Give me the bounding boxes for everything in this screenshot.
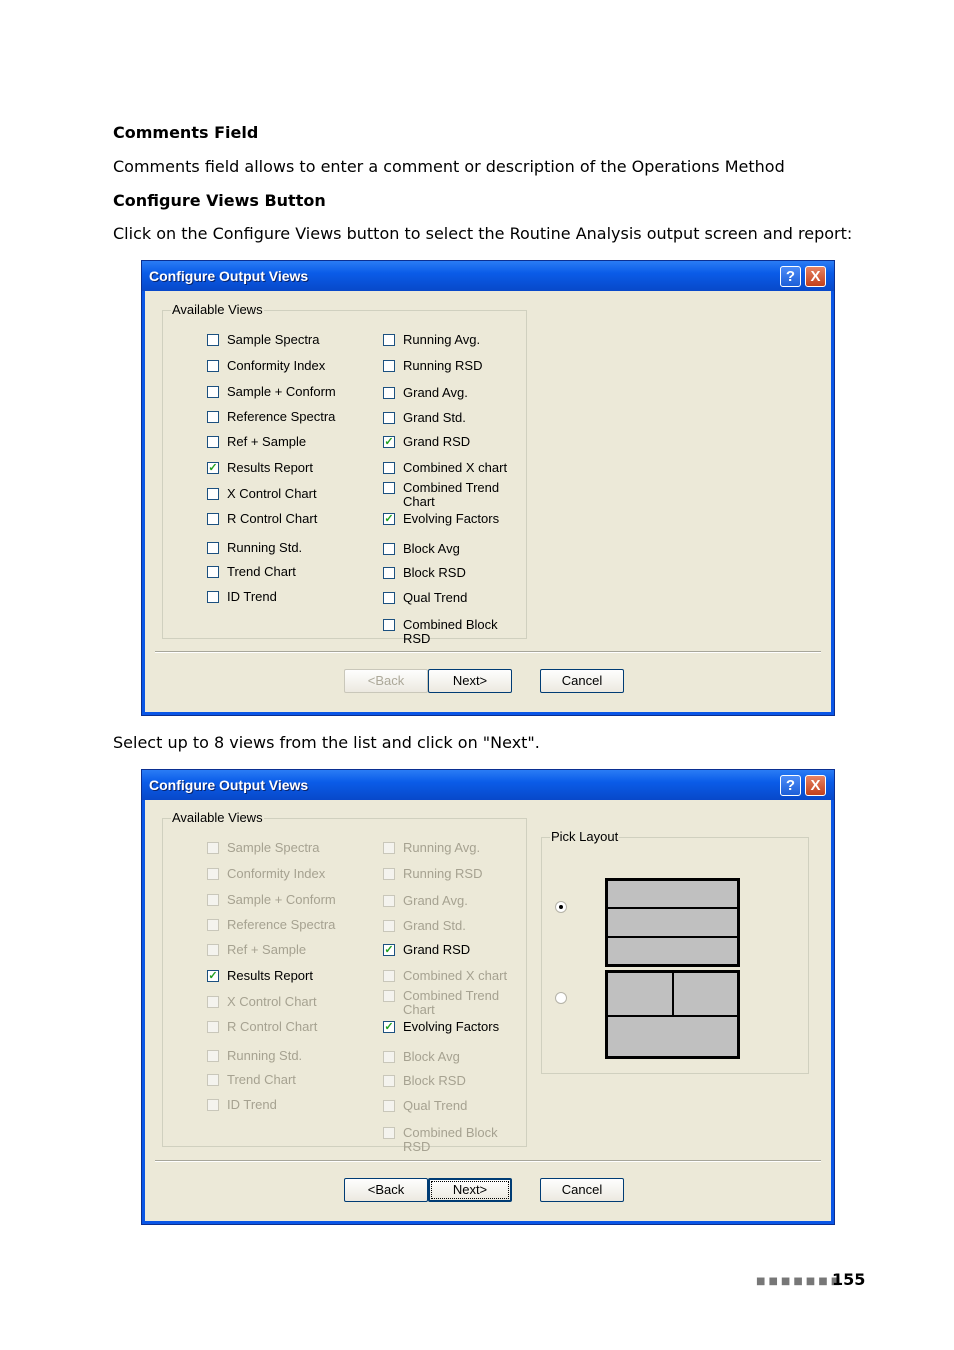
view-checkbox-label: Results Report bbox=[227, 968, 313, 983]
checkbox-icon bbox=[207, 842, 219, 854]
view-checkbox-label: Ref + Sample bbox=[227, 434, 307, 449]
cancel-button[interactable]: Cancel bbox=[540, 669, 624, 693]
view-checkbox bbox=[383, 1074, 466, 1088]
layout-radio-grid[interactable] bbox=[555, 992, 567, 1004]
available-views-group bbox=[162, 810, 527, 1154]
layout-preview-three-rows[interactable] bbox=[605, 878, 740, 967]
layout-pane bbox=[608, 973, 674, 1017]
layout-pane bbox=[608, 909, 737, 938]
checkbox-icon bbox=[207, 919, 219, 931]
checkbox-checked-icon: ✓ bbox=[384, 944, 394, 956]
view-checkbox-label: Combined Trend Chart bbox=[403, 988, 500, 1017]
help-button[interactable] bbox=[780, 266, 801, 287]
view-checkbox[interactable] bbox=[207, 512, 317, 526]
close-icon: X bbox=[810, 268, 821, 285]
checkbox-icon bbox=[383, 462, 395, 474]
pick-layout-group bbox=[541, 829, 809, 1074]
view-checkbox-label: Qual Trend bbox=[403, 590, 468, 605]
checkbox-icon bbox=[383, 412, 395, 424]
checkbox-icon bbox=[383, 990, 395, 1002]
view-checkbox-label: Block Avg bbox=[403, 1049, 460, 1064]
checkbox-icon bbox=[207, 488, 219, 500]
view-checkbox-label: Sample + Conform bbox=[227, 892, 336, 907]
heading-configure-views: Configure Views Button bbox=[113, 191, 326, 210]
checkbox-icon bbox=[207, 386, 219, 398]
view-checkbox-label: Evolving Factors bbox=[403, 511, 500, 526]
view-checkbox-label: Reference Spectra bbox=[227, 409, 336, 424]
view-checkbox bbox=[207, 867, 325, 881]
view-checkbox[interactable] bbox=[207, 969, 313, 983]
view-checkbox bbox=[207, 1020, 317, 1034]
heading-comments-field: Comments Field bbox=[113, 123, 259, 142]
checkbox-icon bbox=[207, 1099, 219, 1111]
view-checkbox-label: ID Trend bbox=[227, 1097, 277, 1112]
checkbox-icon bbox=[207, 542, 219, 554]
back-button[interactable]: <Back bbox=[344, 1178, 428, 1202]
checkbox-checked-icon: ✓ bbox=[384, 436, 394, 448]
checkbox-icon bbox=[207, 334, 219, 346]
view-checkbox bbox=[207, 918, 335, 932]
checkbox-icon bbox=[383, 1075, 395, 1087]
view-checkbox-label: Combined Trend Chart bbox=[403, 480, 500, 509]
layout-preview-grid[interactable] bbox=[605, 970, 740, 1059]
layout-pane bbox=[608, 1017, 737, 1056]
view-checkbox bbox=[383, 1099, 467, 1113]
checkbox-icon bbox=[207, 1021, 219, 1033]
view-checkbox bbox=[207, 1073, 296, 1087]
configure-output-views-dialog-2 bbox=[141, 769, 835, 1225]
view-checkbox-label: R Control Chart bbox=[227, 511, 318, 526]
checkbox-icon bbox=[207, 513, 219, 525]
view-checkbox-label: R Control Chart bbox=[227, 1019, 318, 1034]
checkbox-icon bbox=[207, 944, 219, 956]
view-checkbox-label: Combined X chart bbox=[403, 968, 508, 983]
view-checkbox-label: Conformity Index bbox=[227, 358, 326, 373]
checkbox-icon bbox=[207, 868, 219, 880]
view-checkbox-label: Grand RSD bbox=[403, 942, 471, 957]
page-number: 155 bbox=[832, 1270, 866, 1289]
view-checkbox[interactable] bbox=[207, 359, 325, 373]
view-checkbox-label: Block RSD bbox=[403, 1073, 466, 1088]
checkbox-icon bbox=[207, 996, 219, 1008]
checkbox-icon bbox=[207, 1050, 219, 1062]
next-button[interactable]: Next> bbox=[428, 1178, 512, 1202]
view-checkbox[interactable] bbox=[383, 542, 460, 556]
view-checkbox-label: Grand Std. bbox=[403, 410, 466, 425]
view-checkbox[interactable] bbox=[383, 359, 483, 373]
view-checkbox bbox=[383, 989, 523, 1017]
view-checkbox-label: Sample Spectra bbox=[227, 840, 320, 855]
view-checkbox[interactable] bbox=[383, 943, 470, 957]
view-checkbox-label: Block Avg bbox=[403, 541, 460, 556]
dialog-title: Configure Output Views bbox=[149, 777, 309, 793]
view-checkbox-label: Results Report bbox=[227, 460, 313, 475]
view-checkbox bbox=[207, 841, 320, 855]
view-checkbox bbox=[207, 943, 306, 957]
view-checkbox-label: Running RSD bbox=[403, 866, 483, 881]
view-checkbox[interactable] bbox=[383, 333, 480, 347]
view-checkbox[interactable] bbox=[207, 541, 302, 555]
checkbox-icon bbox=[383, 387, 395, 399]
view-checkbox-label: Grand Std. bbox=[403, 918, 466, 933]
view-checkbox[interactable] bbox=[383, 618, 523, 646]
view-checkbox bbox=[383, 919, 466, 933]
view-checkbox bbox=[383, 894, 468, 908]
checkbox-icon bbox=[207, 436, 219, 448]
paragraph-select-views: Select up to 8 views from the list and click on "Next". bbox=[113, 733, 540, 752]
view-checkbox[interactable] bbox=[207, 487, 317, 501]
checkbox-icon bbox=[383, 360, 395, 372]
paragraph-comments: Comments field allows to enter a comment or description of the Operations Method bbox=[113, 157, 785, 176]
view-checkbox-label: X Control Chart bbox=[227, 994, 317, 1009]
pick-layout-label: Pick Layout bbox=[551, 829, 619, 844]
view-checkbox-label: ID Trend bbox=[227, 589, 277, 604]
view-checkbox[interactable] bbox=[207, 435, 306, 449]
configure-output-views-dialog-1 bbox=[141, 260, 835, 716]
view-checkbox[interactable] bbox=[207, 410, 335, 424]
help-icon: ? bbox=[785, 268, 796, 285]
checkbox-icon bbox=[207, 566, 219, 578]
view-checkbox bbox=[383, 969, 507, 983]
view-checkbox-label: Grand RSD bbox=[403, 434, 471, 449]
checkbox-icon bbox=[207, 894, 219, 906]
close-button[interactable] bbox=[805, 775, 826, 796]
available-views-label: Available Views bbox=[172, 810, 263, 825]
view-checkbox-label: Combined Block RSD bbox=[403, 617, 498, 646]
view-checkbox bbox=[207, 893, 336, 907]
view-checkbox[interactable] bbox=[383, 411, 466, 425]
back-button[interactable]: <Back bbox=[344, 669, 428, 693]
view-checkbox-label: X Control Chart bbox=[227, 486, 317, 501]
layout-pane bbox=[608, 881, 737, 909]
checkbox-icon bbox=[207, 360, 219, 372]
checkbox-icon bbox=[383, 567, 395, 579]
view-checkbox-label: Running Avg. bbox=[403, 332, 481, 347]
checkbox-icon bbox=[207, 1074, 219, 1086]
checkbox-checked-icon: ✓ bbox=[208, 970, 218, 982]
layout-radio-three-rows[interactable] bbox=[555, 901, 567, 913]
view-checkbox[interactable] bbox=[207, 385, 336, 399]
layout-pane bbox=[608, 938, 737, 964]
checkbox-icon bbox=[207, 411, 219, 423]
view-checkbox bbox=[207, 995, 317, 1009]
help-button[interactable] bbox=[780, 775, 801, 796]
view-checkbox-label: Sample Spectra bbox=[227, 332, 320, 347]
view-checkbox[interactable] bbox=[207, 461, 313, 475]
checkbox-icon bbox=[383, 970, 395, 982]
layout-pane bbox=[674, 973, 737, 1017]
checkbox-icon bbox=[383, 543, 395, 555]
help-icon: ? bbox=[785, 777, 796, 794]
checkbox-icon bbox=[383, 592, 395, 604]
footer-dots: ■■■■■■■ bbox=[756, 1276, 844, 1287]
view-checkbox[interactable] bbox=[383, 386, 468, 400]
available-views-label: Available Views bbox=[172, 302, 263, 317]
checkbox-icon bbox=[383, 1127, 395, 1139]
view-checkbox-label: Conformity Index bbox=[227, 866, 326, 881]
view-checkbox-label: Running Avg. bbox=[403, 840, 481, 855]
checkbox-checked-icon: ✓ bbox=[384, 1021, 394, 1033]
dialog-client bbox=[145, 800, 831, 1221]
view-checkbox bbox=[383, 1126, 523, 1154]
view-checkbox[interactable] bbox=[383, 566, 466, 580]
title-bar[interactable] bbox=[142, 261, 834, 291]
button-separator bbox=[155, 1160, 821, 1162]
view-checkbox-label: Running Std. bbox=[227, 1048, 303, 1063]
dialog-title: Configure Output Views bbox=[149, 268, 309, 284]
view-checkbox-label: Combined X chart bbox=[403, 460, 508, 475]
dialog-client bbox=[145, 291, 831, 712]
view-checkbox-label: Trend Chart bbox=[227, 564, 296, 579]
next-button[interactable]: Next> bbox=[428, 669, 512, 693]
view-checkbox[interactable] bbox=[207, 590, 277, 604]
view-checkbox-label: Block RSD bbox=[403, 565, 466, 580]
view-checkbox-label: Sample + Conform bbox=[227, 384, 336, 399]
view-checkbox-label: Reference Spectra bbox=[227, 917, 336, 932]
checkbox-icon bbox=[383, 920, 395, 932]
view-checkbox-label: Trend Chart bbox=[227, 1072, 296, 1087]
view-checkbox[interactable] bbox=[383, 435, 470, 449]
paragraph-configure-views: Click on the Configure Views button to select the Routine Analysis output screen and report: bbox=[113, 224, 853, 243]
view-checkbox[interactable] bbox=[383, 461, 507, 475]
close-icon: X bbox=[810, 777, 821, 794]
view-checkbox-label: Combined Block RSD bbox=[403, 1125, 498, 1154]
view-checkbox[interactable] bbox=[207, 565, 296, 579]
checkbox-icon bbox=[383, 868, 395, 880]
view-checkbox bbox=[383, 1050, 460, 1064]
checkbox-icon bbox=[383, 1051, 395, 1063]
view-checkbox-label: Grand Avg. bbox=[403, 385, 468, 400]
checkbox-icon bbox=[383, 1100, 395, 1112]
view-checkbox-label: Running Std. bbox=[227, 540, 303, 555]
view-checkbox-label: Grand Avg. bbox=[403, 893, 468, 908]
checkbox-icon bbox=[383, 842, 395, 854]
button-separator bbox=[155, 651, 821, 653]
close-button[interactable] bbox=[805, 266, 826, 287]
view-checkbox[interactable] bbox=[383, 512, 499, 526]
view-checkbox-label: Evolving Factors bbox=[403, 1019, 500, 1034]
view-checkbox-label: Running RSD bbox=[403, 358, 483, 373]
view-checkbox[interactable] bbox=[383, 1020, 499, 1034]
title-bar[interactable] bbox=[142, 770, 834, 800]
view-checkbox bbox=[207, 1049, 302, 1063]
cancel-button[interactable]: Cancel bbox=[540, 1178, 624, 1202]
view-checkbox-label: Qual Trend bbox=[403, 1098, 468, 1113]
view-checkbox[interactable] bbox=[383, 481, 523, 509]
checkbox-icon bbox=[383, 895, 395, 907]
checkbox-icon bbox=[383, 619, 395, 631]
view-checkbox-label: Ref + Sample bbox=[227, 942, 307, 957]
checkbox-icon bbox=[383, 334, 395, 346]
view-checkbox bbox=[383, 841, 480, 855]
checkbox-icon bbox=[207, 591, 219, 603]
view-checkbox bbox=[383, 867, 483, 881]
view-checkbox bbox=[207, 1098, 277, 1112]
view-checkbox[interactable] bbox=[383, 591, 467, 605]
view-checkbox[interactable] bbox=[207, 333, 320, 347]
checkbox-icon bbox=[383, 482, 395, 494]
available-views-group bbox=[162, 302, 527, 646]
checkbox-checked-icon: ✓ bbox=[384, 513, 394, 525]
checkbox-checked-icon: ✓ bbox=[208, 462, 218, 474]
